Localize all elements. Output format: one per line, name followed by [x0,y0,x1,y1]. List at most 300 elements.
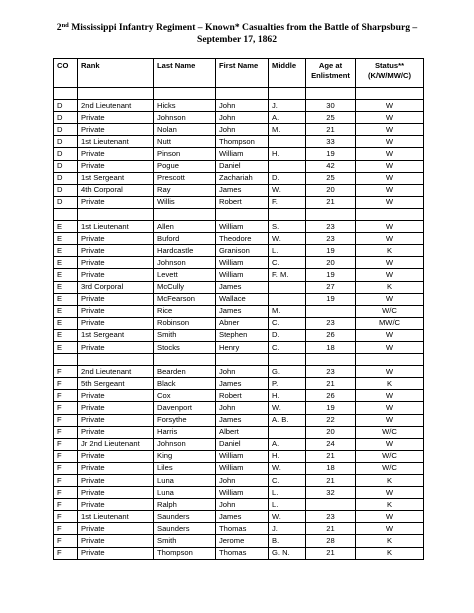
table-row [54,378,424,390]
cell-co: E [54,245,78,257]
cell-last-name: McFearson [154,293,216,305]
cell-first-name: James [216,511,269,523]
cell-status: W [356,112,424,124]
cell-co: F [54,487,78,499]
cell-co: F [54,450,78,462]
cell-status: W/C [356,462,424,474]
cell-age: 26 [306,329,356,341]
cell-middle: D. [269,172,306,184]
cell-middle: L. [269,245,306,257]
cell-first-name: Robert [216,390,269,402]
empty-cell [216,208,269,220]
cell-co: F [54,414,78,426]
cell-rank: Private [78,487,154,499]
cell-status: W [356,100,424,112]
cell-middle: G. N. [269,547,306,559]
cell-middle: C. [269,257,306,269]
cell-last-name: Pogue [154,160,216,172]
cell-age: 21 [306,378,356,390]
cell-status: K [356,547,424,559]
cell-age: 21 [306,523,356,535]
cell-middle [269,136,306,148]
cell-first-name: John [216,124,269,136]
cell-age: 18 [306,341,356,353]
empty-cell [356,354,424,366]
cell-first-name: John [216,366,269,378]
cell-middle: A. [269,438,306,450]
cell-first-name: Thomas [216,523,269,535]
cell-co: F [54,402,78,414]
cell-age: 32 [306,487,356,499]
header-status [356,59,424,88]
cell-last-name: Bearden [154,366,216,378]
cell-status: W [356,341,424,353]
cell-age: 42 [306,160,356,172]
cell-middle: S. [269,221,306,233]
cell-last-name: Thompson [154,547,216,559]
cell-rank: Private [78,160,154,172]
cell-co: E [54,341,78,353]
cell-co: D [54,124,78,136]
cell-rank: 2nd Lieutenant [78,100,154,112]
cell-status: W [356,414,424,426]
cell-status: W [356,523,424,535]
cell-rank: Private [78,426,154,438]
spacer-row [54,354,424,366]
cell-first-name: William [216,221,269,233]
cell-rank: Private [78,245,154,257]
cell-first-name: Jerome [216,535,269,547]
cell-rank: Private [78,148,154,160]
table-row [54,511,424,523]
cell-middle: B. [269,535,306,547]
cell-middle: L. [269,487,306,499]
cell-middle: F. M. [269,269,306,281]
cell-middle [269,160,306,172]
table-row [54,402,424,414]
cell-rank: Private [78,450,154,462]
cell-last-name: Black [154,378,216,390]
cell-co: D [54,172,78,184]
cell-last-name: Smith [154,329,216,341]
cell-last-name: Hardcastle [154,245,216,257]
cell-status: W [356,269,424,281]
cell-first-name: Wallace [216,293,269,305]
cell-last-name: Allen [154,221,216,233]
table-row [54,414,424,426]
table-row [54,100,424,112]
cell-status: W [356,196,424,208]
cell-middle: W. [269,184,306,196]
cell-co: E [54,329,78,341]
header-rank: Rank [78,59,154,88]
cell-first-name: John [216,112,269,124]
cell-first-name: Abner [216,317,269,329]
cell-status: W/C [356,450,424,462]
cell-middle: W. [269,511,306,523]
empty-cell [54,354,78,366]
cell-co: D [54,100,78,112]
table-row [54,124,424,136]
table-row [54,245,424,257]
cell-status: K [356,281,424,293]
cell-age: 33 [306,136,356,148]
cell-age [306,305,356,317]
empty-cell [78,208,154,220]
title-line-1 [0,22,474,34]
spacer-row [54,208,424,220]
cell-rank: Private [78,233,154,245]
table-row [54,475,424,487]
cell-rank: 1st Lieutenant [78,136,154,148]
empty-cell [269,88,306,100]
cell-age: 18 [306,462,356,474]
cell-rank: Private [78,390,154,402]
cell-co: F [54,390,78,402]
cell-age: 23 [306,366,356,378]
cell-age: 19 [306,245,356,257]
cell-status: K [356,475,424,487]
cell-last-name: Luna [154,487,216,499]
cell-first-name: John [216,499,269,511]
cell-co: F [54,547,78,559]
cell-rank: Private [78,535,154,547]
cell-age: 28 [306,535,356,547]
cell-middle [269,293,306,305]
cell-rank: Private [78,317,154,329]
cell-age: 19 [306,293,356,305]
title-ordinal-number: 2 [56,22,62,33]
cell-co: D [54,196,78,208]
cell-first-name: James [216,378,269,390]
cell-last-name: King [154,450,216,462]
cell-status: W [356,366,424,378]
table-row [54,305,424,317]
cell-rank: Private [78,112,154,124]
empty-cell [78,354,154,366]
cell-age: 25 [306,172,356,184]
cell-rank: 5th Sergeant [78,378,154,390]
cell-status: W [356,511,424,523]
cell-last-name: Saunders [154,523,216,535]
empty-cell [78,88,154,100]
cell-middle: L. [269,499,306,511]
header-middle: Middle [269,59,306,88]
table-row [54,136,424,148]
cell-co: F [54,499,78,511]
cell-first-name: Daniel [216,160,269,172]
cell-middle: W. [269,402,306,414]
cell-rank: Private [78,341,154,353]
cell-co: E [54,281,78,293]
table-row [54,160,424,172]
cell-age: 26 [306,390,356,402]
cell-status: W [356,184,424,196]
cell-middle: W. [269,462,306,474]
cell-age: 30 [306,100,356,112]
table-row [54,221,424,233]
cell-last-name: Rice [154,305,216,317]
cell-first-name: James [216,414,269,426]
empty-cell [216,354,269,366]
cell-status: W [356,148,424,160]
cell-co: D [54,184,78,196]
cell-co: E [54,317,78,329]
cell-co: F [54,475,78,487]
cell-first-name: James [216,281,269,293]
cell-middle: P. [269,378,306,390]
cell-last-name: Johnson [154,112,216,124]
table-row [54,329,424,341]
table-row [54,450,424,462]
cell-rank: Private [78,257,154,269]
cell-first-name: William [216,257,269,269]
cell-status: W [356,487,424,499]
cell-status: W [356,136,424,148]
cell-age: 23 [306,221,356,233]
empty-cell [269,354,306,366]
table-row [54,172,424,184]
cell-age: 21 [306,547,356,559]
cell-last-name: Johnson [154,438,216,450]
cell-status: W [356,438,424,450]
cell-first-name: James [216,305,269,317]
cell-middle: C. [269,317,306,329]
cell-last-name: Davenport [154,402,216,414]
cell-rank: 3rd Corporal [78,281,154,293]
cell-middle: W. [269,233,306,245]
cell-rank: Private [78,523,154,535]
cell-co: E [54,233,78,245]
cell-co: F [54,378,78,390]
spacer-row [54,88,424,100]
table-row [54,148,424,160]
cell-first-name: James [216,184,269,196]
cell-first-name: Zachariah [216,172,269,184]
cell-co: D [54,136,78,148]
cell-first-name: William [216,462,269,474]
cell-co: D [54,160,78,172]
cell-last-name: Harris [154,426,216,438]
cell-rank: Private [78,196,154,208]
table-row [54,390,424,402]
cell-co: D [54,148,78,160]
cell-rank: Private [78,499,154,511]
cell-status: K [356,535,424,547]
cell-age: 20 [306,426,356,438]
cell-rank: Private [78,414,154,426]
title-ordinal-suffix: nd [61,22,69,29]
cell-last-name: Johnson [154,257,216,269]
cell-last-name: Willis [154,196,216,208]
table-row [54,523,424,535]
cell-middle: A. B. [269,414,306,426]
cell-co: F [54,366,78,378]
cell-middle: F. [269,196,306,208]
cell-status: K [356,378,424,390]
cell-rank: 2nd Lieutenant [78,366,154,378]
table-row [54,341,424,353]
cell-last-name: Ralph [154,499,216,511]
cell-middle: M. [269,124,306,136]
cell-status: W/C [356,305,424,317]
cell-status: MW/C [356,317,424,329]
cell-first-name: William [216,148,269,160]
empty-cell [356,88,424,100]
cell-co: F [54,535,78,547]
cell-rank: Private [78,547,154,559]
cell-first-name: Stephen [216,329,269,341]
empty-cell [154,88,216,100]
cell-status: W [356,257,424,269]
cell-age: 20 [306,184,356,196]
cell-age: 21 [306,475,356,487]
table-row [54,317,424,329]
cell-first-name: Daniel [216,438,269,450]
table-row [54,462,424,474]
cell-first-name: Henry [216,341,269,353]
empty-cell [306,354,356,366]
cell-first-name: Theodore [216,233,269,245]
header-co: CO [54,59,78,88]
cell-rank: Private [78,305,154,317]
cell-middle: C. [269,341,306,353]
cell-last-name: Hicks [154,100,216,112]
cell-age: 20 [306,257,356,269]
table-row [54,487,424,499]
cell-age: 27 [306,281,356,293]
title-line-1-text: Mississippi Infantry Regiment – Known* Casualties from the Battle of Sharpsburg – [68,22,418,33]
cell-rank: 4th Corporal [78,184,154,196]
cell-first-name: Albert [216,426,269,438]
table-row [54,257,424,269]
table-body [54,88,424,560]
cell-age: 19 [306,402,356,414]
cell-last-name: Nolan [154,124,216,136]
table-row [54,499,424,511]
cell-co: F [54,426,78,438]
cell-rank: Private [78,475,154,487]
cell-age: 25 [306,112,356,124]
cell-middle: H. [269,450,306,462]
header-age-line-1: Age at [318,61,343,70]
cell-status: W [356,160,424,172]
cell-middle: A. [269,112,306,124]
cell-status: W [356,390,424,402]
cell-middle: M. [269,305,306,317]
cell-rank: 1st Sergeant [78,172,154,184]
cell-rank: Private [78,269,154,281]
header-last-name: Last Name [154,59,216,88]
casualties-table [53,58,424,560]
header-status-line-1: Status** [374,61,405,70]
cell-last-name: Pinson [154,148,216,160]
cell-rank: Private [78,462,154,474]
cell-age: 21 [306,196,356,208]
empty-cell [154,354,216,366]
cell-status: W [356,402,424,414]
cell-age: 21 [306,124,356,136]
cell-middle: G. [269,366,306,378]
table-row [54,535,424,547]
cell-middle [269,426,306,438]
cell-rank: Private [78,124,154,136]
cell-rank: Jr 2nd Lieutenant [78,438,154,450]
cell-rank: 1st Lieutenant [78,221,154,233]
cell-last-name: Buford [154,233,216,245]
cell-middle: J. [269,523,306,535]
cell-first-name: Thomas [216,547,269,559]
cell-first-name: John [216,100,269,112]
cell-middle: D. [269,329,306,341]
cell-age [306,499,356,511]
empty-cell [356,208,424,220]
header-age [306,59,356,88]
empty-cell [306,208,356,220]
table-row [54,426,424,438]
empty-cell [154,208,216,220]
table-row [54,281,424,293]
table-row [54,366,424,378]
empty-cell [216,88,269,100]
cell-co: F [54,511,78,523]
cell-status: W [356,172,424,184]
cell-last-name: Forsythe [154,414,216,426]
table-row [54,233,424,245]
empty-cell [54,88,78,100]
cell-status: W [356,293,424,305]
cell-status: W [356,233,424,245]
cell-middle: C. [269,475,306,487]
cell-co: E [54,257,78,269]
cell-age: 23 [306,317,356,329]
cell-age: 23 [306,233,356,245]
cell-co: F [54,523,78,535]
cell-last-name: Nutt [154,136,216,148]
cell-last-name: McCully [154,281,216,293]
cell-co: E [54,305,78,317]
cell-status: W [356,329,424,341]
cell-co: F [54,462,78,474]
cell-first-name: John [216,402,269,414]
cell-age: 19 [306,269,356,281]
header-first-name: First Name [216,59,269,88]
cell-co: E [54,269,78,281]
table-row [54,293,424,305]
cell-middle: H. [269,148,306,160]
cell-first-name: Robert [216,196,269,208]
table-row [54,438,424,450]
cell-co: F [54,438,78,450]
cell-last-name: Cox [154,390,216,402]
header-age-line-2: Enlistment [311,71,350,80]
empty-cell [54,208,78,220]
cell-last-name: Robinson [154,317,216,329]
cell-status: W [356,124,424,136]
header-status-line-2: (K/W/MW/C) [367,71,411,80]
cell-last-name: Ray [154,184,216,196]
cell-last-name: Liles [154,462,216,474]
cell-first-name: William [216,450,269,462]
cell-status: K [356,499,424,511]
cell-last-name: Stocks [154,341,216,353]
cell-first-name: Thompson [216,136,269,148]
cell-age: 22 [306,414,356,426]
cell-rank: 1st Sergeant [78,329,154,341]
table-row [54,547,424,559]
cell-status: W/C [356,426,424,438]
cell-first-name: William [216,487,269,499]
